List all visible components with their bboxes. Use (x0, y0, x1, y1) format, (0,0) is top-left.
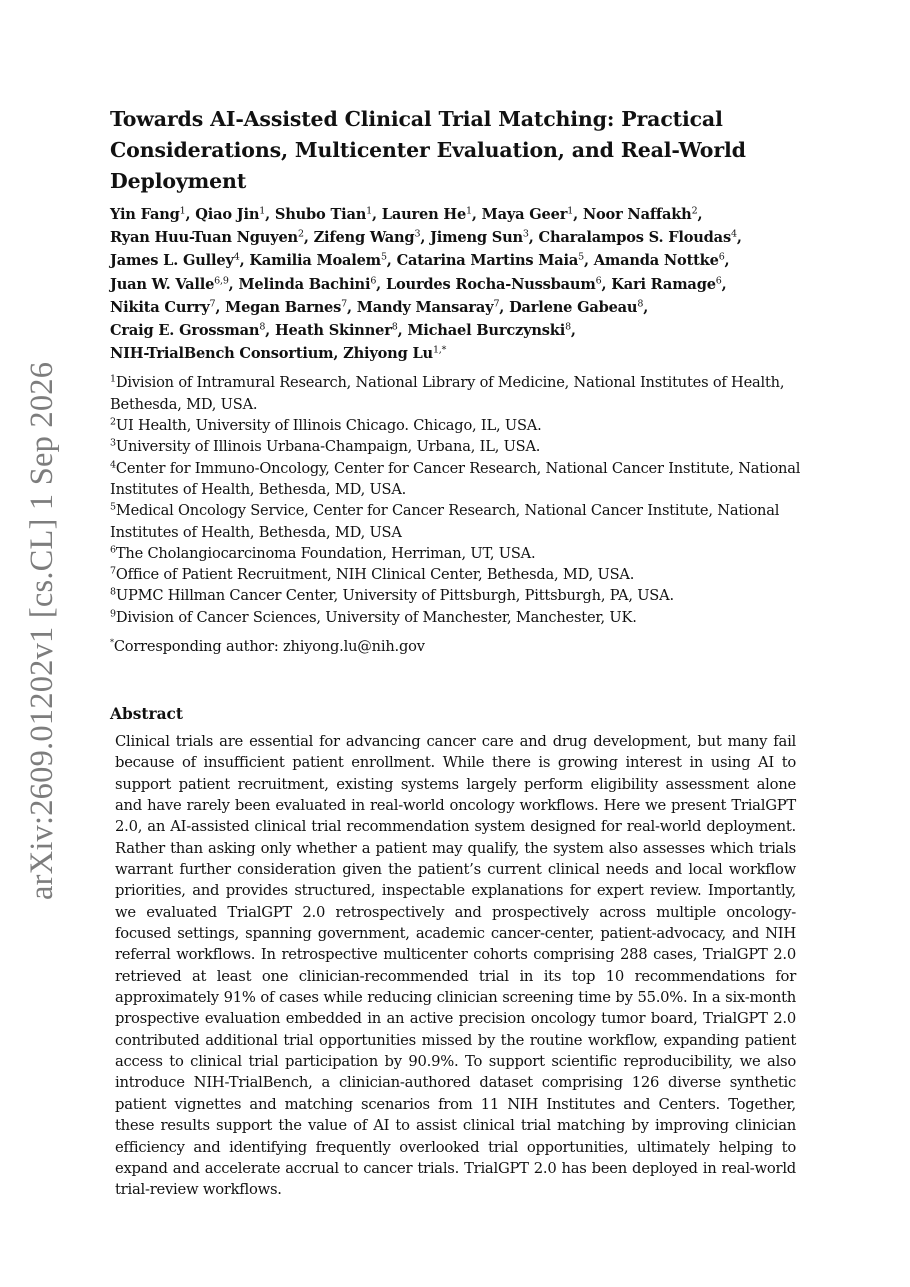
author-affiliation-mark: 1 (179, 205, 186, 217)
author-affiliation-mark: 2 (297, 228, 304, 240)
author-name: Juan W. Valle (110, 275, 215, 293)
author (382, 206, 472, 223)
affiliation-number: 6 (110, 544, 116, 556)
author-affiliation-mark: 4 (730, 228, 737, 240)
affiliation-number: 4 (110, 459, 116, 471)
affiliation-number: 5 (110, 501, 116, 513)
author-affiliation-mark: 6 (718, 251, 725, 263)
author (249, 252, 386, 269)
author-affiliation-mark: 8 (391, 321, 398, 333)
author (357, 299, 500, 316)
affiliation-number: 7 (110, 565, 116, 577)
author-affiliation-mark: 6 (595, 275, 602, 287)
author-affiliation-mark: 7 (209, 298, 216, 310)
author-name: Kari Ramage (611, 275, 716, 293)
author-name: James L. Gulley (110, 252, 234, 270)
paper-title: Towards AI-Assisted Clinical Trial Matching: Practical Considerations, Multicenter Evaluation, and Real-World Deployment (110, 107, 746, 193)
affiliation-item (110, 585, 805, 606)
author (195, 206, 265, 223)
author (238, 276, 376, 293)
author (482, 206, 573, 223)
author-name: Shubo Tian (274, 206, 367, 223)
author-name: Noor Naffakh (582, 206, 692, 223)
affiliation-number: 3 (110, 437, 116, 449)
author-name: Yin Fang (110, 206, 180, 223)
author (110, 345, 333, 362)
author-name: Zhiyong Lu (343, 345, 433, 363)
affiliation-text: UPMC Hillman Cancer Center, University of Pittsburgh, Pittsburgh, PA, USA. (115, 587, 674, 605)
author-affiliation-mark: 7 (493, 298, 500, 310)
author-name: Lauren He (381, 206, 467, 223)
author-name: Darlene Gabeau (509, 298, 638, 316)
abstract-heading: Abstract (110, 704, 184, 723)
author (594, 252, 725, 269)
affiliation-text: Division of Intramural Research, National Library of Medicine, National Institutes of Health, Bethesda, MD, USA. (110, 374, 785, 413)
author (343, 345, 446, 362)
affiliation-item (110, 543, 805, 564)
affiliation-list (110, 372, 805, 628)
author (275, 206, 372, 223)
author-name: Maya Geer (481, 206, 568, 223)
affiliation-text: Division of Cancer Sciences, University of Manchester, Manchester, UK. (115, 608, 637, 626)
affiliation-number: 1 (110, 373, 116, 385)
author (225, 299, 347, 316)
author-affiliation-mark: 8 (565, 321, 571, 333)
corresponding-mark: * (110, 637, 114, 647)
author (314, 229, 421, 246)
author (110, 322, 265, 339)
affiliation-text: UI Health, University of Illinois Chicago. Chicago, IL, USA. (115, 417, 542, 435)
affiliation-item (110, 372, 805, 415)
corresponding-author-text[interactable]: Corresponding author: zhiyong.lu@nih.gov (113, 637, 425, 655)
affiliation-number: 9 (110, 608, 116, 620)
author-affiliation-mark: 1,* (432, 344, 447, 356)
affiliation-text: Office of Patient Recruitment, NIH Clinical Center, Bethesda, MD, USA. (115, 566, 635, 584)
author (110, 299, 215, 316)
author (110, 206, 186, 223)
author-name: Charalampos S. Floudas (538, 229, 731, 247)
author-name: Amanda Nottke (593, 252, 719, 270)
author-name: Heath Skinner (274, 322, 392, 340)
author-name: Michael Burczynski (407, 322, 566, 340)
affiliation-item (110, 500, 805, 543)
author-name: Ryan Huu-Tuan Nguyen (110, 229, 298, 247)
author-name: Jimeng Sun (430, 229, 523, 247)
paper-front-matter (110, 104, 805, 1201)
affiliation-text: Medical Oncology Service, Center for Cancer Research, National Cancer Institute, National Institutes of Health, Bethesda, MD, USA (110, 502, 780, 541)
author (110, 276, 229, 293)
author-affiliation-mark: 5 (578, 251, 584, 263)
affiliation-text: Center for Immuno-Oncology, Center for Cancer Research, National Cancer Institute, National Institutes of Health, Bethesda, MD, USA. (110, 459, 801, 498)
author (407, 322, 571, 339)
author (386, 276, 602, 293)
author-affiliation-mark: 8 (637, 298, 644, 310)
affiliation-item (110, 607, 805, 628)
author-affiliation-mark: 6 (370, 275, 377, 287)
affiliation-item (110, 458, 805, 501)
affiliation-item (110, 564, 805, 585)
author-affiliation-mark: 2 (691, 205, 698, 217)
author-name: Lourdes Rocha-Nussbaum (385, 275, 596, 293)
author-affiliation-mark: 7 (341, 298, 347, 310)
affiliation-number: 2 (110, 416, 116, 428)
author-affiliation-mark: 1 (567, 205, 574, 217)
author-name: Qiao Jin (195, 206, 260, 223)
author (430, 229, 529, 246)
corresponding-author-note (110, 636, 805, 657)
author (539, 229, 737, 246)
author (583, 206, 698, 223)
arxiv-identifier-stamp[interactable]: arXiv:2609.01202v1 [cs.CL] 1 Sep 2026 (24, 361, 60, 900)
author-name: Melinda Bachini (238, 275, 371, 293)
author (110, 229, 304, 246)
author-name: NIH-TrialBench Consortium (110, 345, 334, 363)
author-name: Kamilia Moalem (249, 252, 381, 270)
author-affiliation-mark: 8 (259, 321, 266, 333)
author-affiliation-mark: 3 (414, 228, 421, 240)
author-name: Zifeng Wang (313, 229, 415, 247)
author-affiliation-mark: 1 (466, 205, 472, 217)
affiliation-item (110, 415, 805, 436)
author-name: Mandy Mansaray (356, 298, 494, 316)
author-name: Craig E. Grossman (110, 322, 260, 340)
author (110, 252, 240, 269)
author-name: Nikita Curry (110, 298, 210, 316)
author-affiliation-mark: 6 (715, 275, 722, 287)
author (397, 252, 584, 269)
author-name: Megan Barnes (225, 298, 342, 316)
affiliation-number: 8 (110, 586, 116, 598)
author-list: Yin Fang$^1$, Qiao Jin$^1$, Shubo Tian$^1$, Lauren He$^1$, Maya Geer$^1$, Noor Naffakh$^2$, Ryan Huu-Tuan Nguyen$^2$, Zifeng Wang$^3$, Jimeng Sun$^3$, Charalampos S. Floudas$^4$, James L. Gulley$^4$, Kamilia Moalem$^5$, Catarina Martins Maia$^5$, Amanda Nottke$^6$, Juan W. Valle$^{6,9}$, Melinda Bachini$^6$, Lourdes Rocha-Nussbaum$^6$, Kari Ramage$^6$, Nikita Curry$^7$, Megan Barnes$^7$, Mandy Mansaray$^7$, Darlene Gabeau$^8$, Craig E. Grossman$^8$, Heath Skinner$^8$, Michael Burczynski$^8$, NIH-TrialBench Consortium, Zhiyong $Lu^{1,*}$ (110, 205, 742, 363)
affiliation-item (110, 436, 805, 457)
affiliation-text: The Cholangiocarcinoma Foundation, Herriman, UT, USA. (115, 544, 536, 562)
author-affiliation-mark: 1 (259, 205, 266, 217)
author-affiliation-mark: 6,9 (214, 275, 229, 287)
author-affiliation-mark: 3 (522, 228, 529, 240)
author-affiliation-mark: 5 (380, 251, 387, 263)
author-name: Catarina Martins Maia (396, 252, 579, 270)
affiliation-text: University of Illinois Urbana-Champaign, Urbana, IL, USA. (115, 438, 541, 456)
author-affiliation-mark: 1 (366, 205, 372, 217)
author (509, 299, 643, 316)
author-affiliation-mark: 4 (233, 251, 240, 263)
author (611, 276, 721, 293)
author (275, 322, 398, 339)
abstract-text: Clinical trials are essential for advancing cancer care and drug development, but many fail because of insufficient patient enrollment. While there is growing interest in using AI to support patient recruitment, existing systems largely perform eligibility assessment alone and have rarely been evaluated in real-world oncology workflows. Here we present TrialGPT 2.0, an AI-assisted clinical trial recommendation system designed for real-world deployment. Rather than asking only whether a patient may qualify, the system also assesses which trials warrant further consideration given the patient’s current clinical needs and local workflow priorities, and provides structured, inspectable explanations for expert review. Importantly, we evaluated TrialGPT 2.0 retrospectively and prospectively across multiple oncology-focused settings, spanning government, academic cancer-center, patient-advocacy, and NIH referral workflows. In retrospective multicenter cohorts comprising 288 cases, TrialGPT 2.0 retrieved at least one clinician-recommended trial in its top 10 recommendations for approximately 91% of cases while reducing clinician screening time by 55.0%. In a six-month prospective evaluation embedded in an active precision oncology tumor board, TrialGPT 2.0 contributed additional trial opportunities missed by the routine workflow, expanding patient access to clinical trial participation by 90.9%. To support scientific reproducibility, we also introduce NIH-TrialBench, a clinician-authored dataset comprising 126 diverse synthetic patient vignettes and matching scenarios from 11 NIH Institutes and Centers. Together, these results support the value of AI to assist clinical trial matching by improving clinician efficiency and identifying frequently overlooked trial opportunities, ultimately helping to expand and accelerate accrual to cancer trials. TrialGPT 2.0 has been deployed in real-world trial-review workflows. (115, 732, 796, 1199)
